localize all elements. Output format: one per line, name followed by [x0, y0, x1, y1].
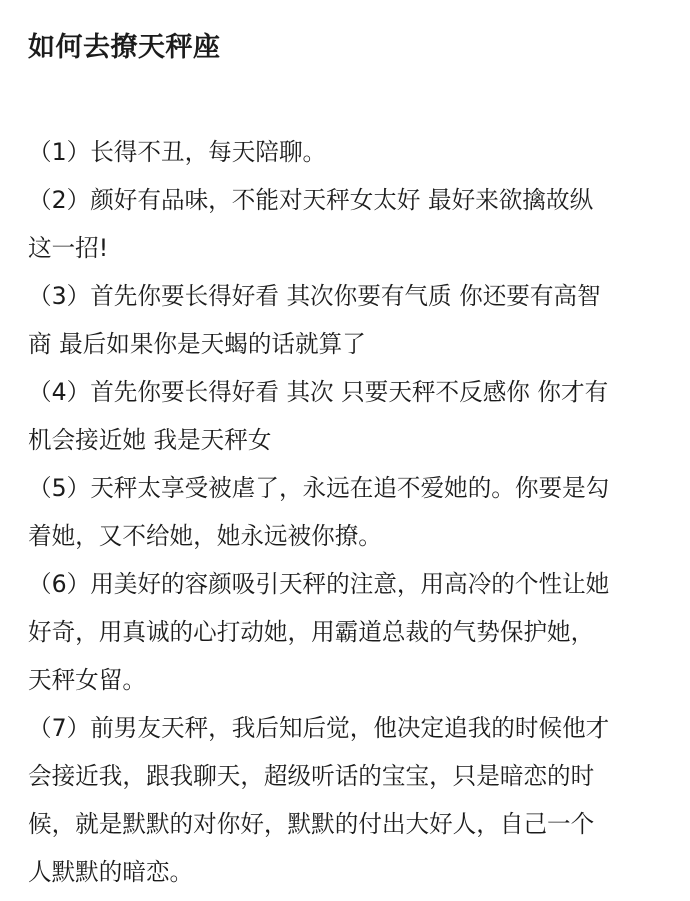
item-line: 着她，又不给她，她永远被你撩。	[28, 522, 382, 550]
item-line: 会接近我，跟我聊天，超级听话的宝宝，只是暗恋的时	[28, 762, 595, 790]
list-item	[28, 368, 673, 464]
item-line: （5）天秤太享受被虐了，永远在追不爱她的。你要是勾	[28, 474, 610, 502]
item-line: （2）颜好有品味，不能对天秤女太好 最好来欲擒故纵	[28, 186, 594, 214]
item-line: 机会接近她 我是天秤女	[28, 426, 272, 454]
item-line: 候，就是默默的对你好，默默的付出大好人，自己一个	[28, 810, 595, 838]
list-item	[28, 560, 673, 704]
article-title: 如何去撩天秤座	[28, 32, 221, 63]
list-item	[28, 464, 673, 560]
item-line: 天秤女留。	[28, 666, 146, 694]
list-item	[28, 128, 673, 176]
item-line: （1）长得不丑，每天陪聊。	[28, 138, 327, 166]
item-line: 这一招!	[28, 234, 109, 262]
item-line: （3）首先你要长得好看 其次你要有气质 你还要有高智	[28, 282, 601, 310]
article-list	[28, 128, 673, 896]
list-item	[28, 704, 673, 896]
list-item	[28, 272, 673, 368]
item-line: （6）用美好的容颜吸引天秤的注意，用高冷的个性让她	[28, 570, 610, 598]
item-line: 人默默的暗恋。	[28, 858, 194, 886]
item-line: （4）首先你要长得好看 其次 只要天秤不反感你 你才有	[28, 378, 609, 406]
item-line: （7）前男友天秤，我后知后觉，他决定追我的时候他才	[28, 714, 610, 742]
item-line: 好奇，用真诚的心打动她，用霸道总裁的气势保护她，	[28, 618, 595, 646]
list-item	[28, 176, 673, 272]
item-line: 商 最后如果你是天蝎的话就算了	[28, 330, 366, 358]
